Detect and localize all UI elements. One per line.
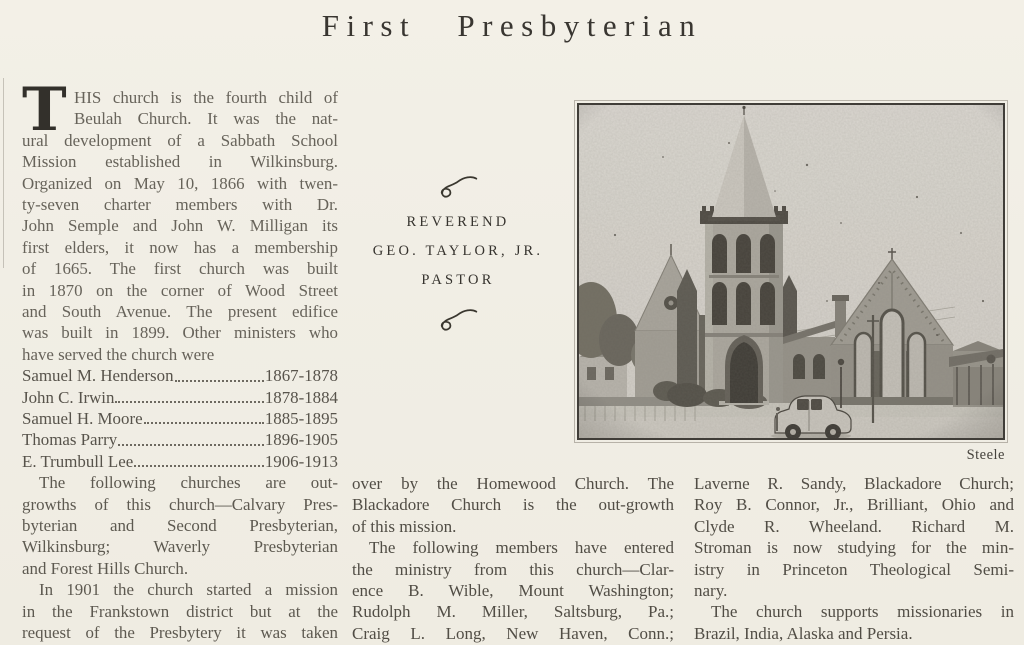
text-line: ty-seven charter members with Dr. xyxy=(22,195,338,215)
text-line: In 1901 the church started a mission xyxy=(39,580,338,600)
text-line: the ministry from this church—Clar- xyxy=(352,559,674,579)
text-line: request of the Presbytery it was taken xyxy=(22,623,338,643)
minister-years: 1867-1878 xyxy=(264,366,338,386)
text-line: PASTOR xyxy=(421,272,495,288)
text-line: GEO. TAYLOR, JR. xyxy=(372,243,544,259)
text-line: Rudolph M. Miller, Saltsburg, Pa.; xyxy=(352,602,674,622)
minister-row xyxy=(22,429,338,450)
minister-name: E. Trumbull Lee xyxy=(22,451,134,471)
minister-row xyxy=(22,451,338,472)
text-line: was built in 1899. Other ministers who xyxy=(22,323,338,343)
text-line: nary. xyxy=(694,581,728,601)
pastor-card xyxy=(368,172,548,333)
text-line: Clyde R. Wheeland. Richard M. xyxy=(694,516,1014,536)
text-line: of 1665. The first church was built xyxy=(22,259,338,279)
text-line: The church supports missionaries in xyxy=(711,602,1014,622)
text-line: istry in Princeton Theological Semi- xyxy=(694,559,1014,579)
page-title: First Presbyterian xyxy=(321,8,703,43)
minister-name: Thomas Parry xyxy=(22,430,118,450)
minister-years: 1896-1905 xyxy=(264,430,338,450)
text-line: Craig L. Long, New Haven, Conn.; xyxy=(352,623,674,643)
text-line: and South Avenue. The present edifice xyxy=(22,302,338,322)
left-column xyxy=(22,75,338,643)
text-line: REVEREND xyxy=(406,214,510,230)
text-line: HIS church is the fourth child of xyxy=(74,88,338,107)
dotted-leader xyxy=(115,401,263,403)
text-line: John Semple and John W. Milligan its xyxy=(22,216,338,236)
minister-row xyxy=(22,365,338,386)
text-line: Organized on May 10, 1866 with twen- xyxy=(22,173,338,193)
text-line: growths of this church—Calvary Pres- xyxy=(22,494,338,514)
scan-edge-artifact xyxy=(3,78,4,268)
flourish-bottom-icon xyxy=(436,305,480,333)
pastor-lines xyxy=(368,208,548,295)
text-line: Wilkinsburg; Waverly Presbyterian xyxy=(22,537,338,557)
minister-years: 1885-1895 xyxy=(264,409,338,429)
outgrowth-paragraph xyxy=(22,472,338,579)
mission-paragraph xyxy=(22,579,338,643)
text-line: Mission established in Wilkinsburg. xyxy=(22,152,338,172)
text-line: Stroman is now studying for the min- xyxy=(694,538,1014,558)
text-line: Blackadore Church is the out-growth xyxy=(352,495,674,515)
dotted-leader xyxy=(175,380,264,382)
minister-years: 1906-1913 xyxy=(264,451,338,471)
minister-years: 1878-1884 xyxy=(264,387,338,407)
church-photo xyxy=(577,103,1005,440)
text-line: The following churches are out- xyxy=(39,473,338,493)
text-line: The following members have entered xyxy=(369,538,674,558)
minister-name: John C. Irwin xyxy=(22,387,115,407)
right-column xyxy=(694,473,1014,644)
church-photo-illustration xyxy=(579,105,1003,438)
dotted-leader xyxy=(144,422,264,424)
text-line: ural development of a Sabbath School xyxy=(22,130,338,150)
minister-row xyxy=(22,408,338,429)
intro-paragraph xyxy=(22,75,338,365)
text-line: and Forest Hills Church. xyxy=(22,558,189,578)
flourish-top-icon xyxy=(436,172,480,200)
photo-credit: Steele xyxy=(966,447,1005,463)
drop-cap: T xyxy=(22,75,67,145)
middle-column xyxy=(352,473,674,644)
text-line: in 1870 on the corner of Wood Street xyxy=(22,280,338,300)
text-line: Brazil, India, Alaska and Persia. xyxy=(694,623,913,643)
text-line: in the Frankstown district but at the xyxy=(22,601,338,621)
dotted-leader xyxy=(134,465,264,467)
minister-row xyxy=(22,387,338,408)
text-line: Beulah Church. It was the nat- xyxy=(74,109,338,129)
ministers-list xyxy=(22,365,338,472)
text-line: Roy B. Connor, Jr., Brilliant, Ohio and xyxy=(694,495,1014,515)
text-line: ence B. Wible, Mount Washington; xyxy=(352,581,674,601)
text-line: first elders, it now has a membership xyxy=(22,237,338,257)
text-line: of this mission. xyxy=(352,516,457,536)
minister-name: Samuel M. Henderson xyxy=(22,366,174,386)
text-line: byterian and Second Presbyterian, xyxy=(22,516,338,536)
text-line: over by the Homewood Church. The xyxy=(352,474,674,493)
text-line: have served the church were xyxy=(22,344,215,364)
dotted-leader xyxy=(118,444,264,446)
minister-name: Samuel H. Moore xyxy=(22,409,143,429)
text-line: Laverne R. Sandy, Blackadore Church; xyxy=(694,474,1014,493)
